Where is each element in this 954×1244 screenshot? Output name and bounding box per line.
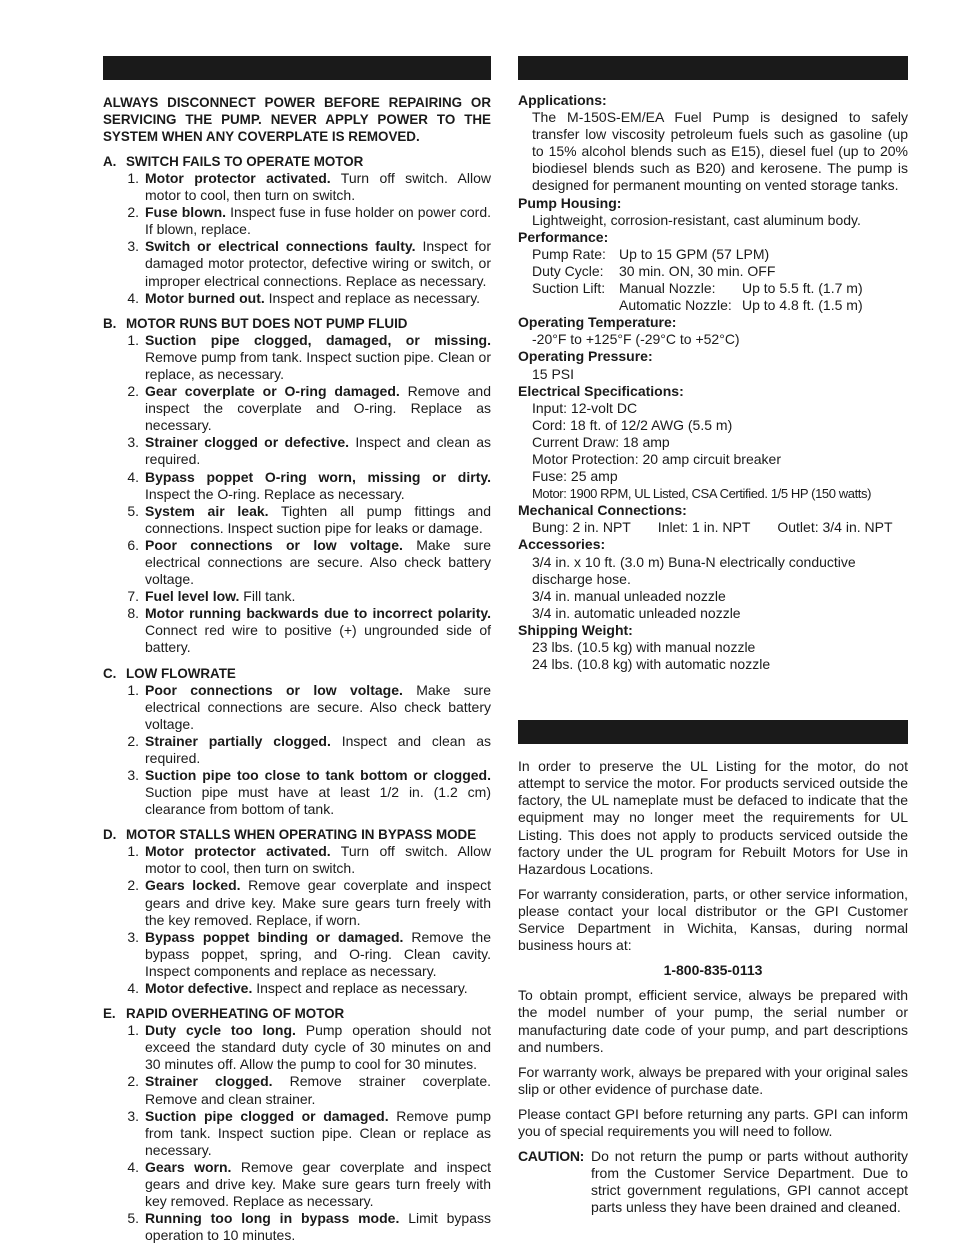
item-text: [145, 204, 491, 238]
section-heading: [103, 153, 491, 170]
trouble-item: [103, 1210, 491, 1244]
automatic-nozzle-value: Up to 4.8 ft. (1.5 m): [742, 297, 863, 314]
housing-text: Lightweight, corrosion-resistant, cast aluminum body.: [532, 211, 861, 228]
item-remedy: Pump operation should not exceed the standard duty cycle of 30 minutes on and 30 minutes off. Allow the pump to cool for 30 minutes.: [145, 1022, 492, 1073]
item-remedy: Turn off switch. Allow motor to cool, then turn on switch.: [145, 843, 491, 877]
item-remedy: Inspect and clean as required.: [145, 434, 491, 468]
trouble-item: [103, 733, 491, 767]
item-number: 2.: [127, 204, 139, 221]
item-text: [145, 434, 491, 468]
item-text: [145, 383, 491, 434]
item-number: 5.: [127, 1210, 139, 1227]
trouble-section: [103, 153, 491, 307]
item-number: 3.: [127, 238, 139, 255]
item-remedy: Remove pump from tank. Inspect suction pipe. Clean or replace as necessary.: [145, 1107, 491, 1158]
item-remedy: Remove gear coverplate and inspect gears and drive key. Make sure gears turn freely with key removed. Replace as necessary.: [145, 1158, 491, 1210]
automatic-nozzle-label: Automatic Nozzle:: [619, 297, 732, 314]
item-remedy: Tighten all pump fittings and connections. Inspect suction pipe for leaks or damage.: [145, 502, 491, 536]
section-letter: C.: [103, 665, 117, 681]
section-letter: B.: [103, 315, 117, 331]
item-remedy: Limit bypass operation to 10 minutes.: [145, 1210, 491, 1244]
phone-number: 1-800-835-0113: [663, 962, 763, 979]
electrical-item: Input: 12-volt DC: [532, 399, 638, 416]
trouble-item: [103, 503, 491, 537]
item-remedy: Remove gear coverplate and inspect gears and drive key. Make sure gears turn freely with the key removed. Replace, if worn.: [145, 877, 491, 928]
electrical-item: Current Draw: 18 amp: [532, 433, 670, 450]
item-number: 1.: [127, 170, 139, 186]
item-number: 4.: [127, 1158, 139, 1175]
item-cause: Strainer partially clogged.: [145, 732, 331, 749]
section-title: RAPID OVERHEATING OF MOTOR: [126, 1006, 345, 1022]
item-remedy: Inspect fuse in fuse holder on power cord. If blown, replace.: [145, 204, 492, 238]
item-cause: Fuel level low.: [145, 588, 240, 605]
temperature-text: -20°F to +125°F (-29°C to +52°C): [532, 331, 740, 348]
item-text: [145, 1073, 491, 1107]
item-text: [145, 1159, 491, 1210]
item-text: [145, 588, 491, 605]
accessory-item: 3/4 in. manual unleaded nozzle: [532, 587, 726, 604]
caution-label: CAUTION:: [518, 1148, 585, 1165]
item-number: 1.: [127, 1022, 139, 1039]
item-cause: Duty cycle too long.: [145, 1022, 296, 1039]
item-text: [145, 877, 491, 928]
accessory-item: 3/4 in. x 10 ft. (3.0 m) Buna-N electrically conductive discharge hose.: [532, 553, 856, 587]
ul-listing-paragraph: In order to preserve the UL Listing for the motor, do not attempt to service the motor. For products serviced outside the factory, the UL nameplate must be defaced to indicate that the equipment may no longer meet the requirements for UL Listing. This does not apply to products serviced outside the factory under the UL program for Rebuilt Motors for Use in Hazardous Locations.: [518, 758, 908, 877]
trouble-section: [103, 315, 491, 657]
trouble-item: [103, 332, 491, 383]
item-number: 5.: [127, 502, 139, 519]
section-letter: A.: [103, 154, 117, 169]
service-header-bar: [518, 720, 908, 744]
item-cause: Motor protector activated.: [145, 170, 331, 186]
trouble-item: [103, 1159, 491, 1210]
housing-heading: Pump Housing:: [518, 194, 622, 211]
electrical-item: Cord: 18 ft. of 12/2 AWG (5.5 m): [532, 416, 733, 433]
applications-heading: Applications:: [518, 92, 607, 108]
trouble-item: [103, 434, 491, 468]
temperature-heading: Operating Temperature:: [518, 314, 677, 331]
item-text: [145, 537, 491, 588]
trouble-item: [103, 980, 491, 997]
item-text: [145, 980, 491, 997]
item-number: 1.: [127, 681, 139, 698]
item-number: 4.: [127, 468, 139, 485]
item-number: 2.: [127, 383, 139, 400]
pump-rate-label: Pump Rate:: [532, 245, 606, 262]
section-title: MOTOR STALLS WHEN OPERATING IN BYPASS MODE: [126, 827, 477, 843]
item-cause: Strainer clogged or defective.: [145, 434, 350, 451]
item-number: 2.: [127, 877, 139, 894]
item-cause: Running too long in bypass mode.: [145, 1210, 400, 1227]
item-text: [145, 1022, 491, 1073]
item-remedy: Remove and inspect the coverplate and O-ring. Replace as necessary.: [145, 383, 491, 434]
troubleshooting-header-bar: [103, 56, 491, 80]
trouble-section: [103, 1005, 491, 1244]
item-number: 8.: [127, 605, 139, 622]
section-letter: E.: [103, 1006, 116, 1022]
item-text: [145, 170, 491, 204]
item-remedy: Suction pipe must have at least 1/2 in. (1.2 cm) clearance from bottom of tank.: [145, 784, 491, 818]
trouble-item: [103, 1073, 491, 1107]
section-heading: [103, 1005, 491, 1022]
troubleshooting-sections: [103, 153, 491, 1244]
item-text: [145, 290, 491, 307]
trouble-section: [103, 826, 491, 997]
item-remedy: Make sure electrical connections are secure. Also check battery voltage.: [145, 536, 492, 588]
electrical-item: Motor Protection: 20 amp circuit breaker: [532, 450, 781, 467]
trouble-item: [103, 929, 491, 980]
trouble-item: [103, 290, 491, 307]
trouble-item: [103, 170, 491, 204]
item-number: 6.: [127, 536, 139, 553]
item-text: [145, 767, 491, 818]
item-remedy: Inspect and replace as necessary.: [264, 289, 481, 306]
trouble-item: [103, 605, 491, 656]
item-remedy: Remove the bypass poppet, spring, and O-ring. Clean cavity. Inspect components and replace as necessary.: [145, 928, 491, 979]
pressure-text: 15 PSI: [532, 365, 575, 382]
section-heading: [103, 826, 491, 843]
item-number: 2.: [127, 1073, 139, 1090]
item-cause: Suction pipe clogged, damaged, or missing.: [145, 331, 491, 348]
item-cause: System air leak.: [145, 502, 269, 519]
item-cause: Suction pipe too close to tank bottom or clogged.: [145, 767, 491, 783]
trouble-item: [103, 588, 491, 605]
shipping-item: 24 lbs. (10.8 kg) with automatic nozzle: [532, 656, 771, 673]
accessories-heading: Accessories:: [518, 536, 606, 553]
performance-table: [518, 246, 908, 314]
item-cause: Suction pipe clogged or damaged.: [145, 1107, 389, 1124]
item-number: 4.: [127, 980, 139, 997]
item-cause: Strainer clogged.: [145, 1073, 273, 1090]
item-text: [145, 605, 491, 656]
service-section: [518, 758, 908, 1216]
item-text: [145, 929, 491, 980]
electrical-list: [518, 400, 908, 503]
manual-nozzle-label: Manual Nozzle:: [619, 280, 716, 297]
power-warning: ALWAYS DISCONNECT POWER BEFORE REPAIRING OR SERVICING THE PUMP. NEVER APPLY POWER TO THE SYSTEM WHEN ANY COVERPLATE IS REMOVED.: [103, 95, 491, 144]
item-text: [145, 843, 491, 877]
item-text: [145, 1108, 491, 1159]
item-cause: Poor connections or low voltage.: [145, 681, 403, 698]
trouble-item: [103, 537, 491, 588]
item-text: [145, 469, 491, 503]
item-text: [145, 682, 491, 733]
manual-nozzle-value: Up to 5.5 ft. (1.7 m): [742, 280, 863, 297]
item-cause: Motor burned out.: [145, 289, 265, 306]
trouble-item: [103, 682, 491, 733]
duty-cycle-label: Duty Cycle:: [532, 262, 604, 279]
caution-text: Do not return the pump or parts without authority from the Customer Service Department. Due to strict government regulations, GPI cannot accept parts unless they have been drained and cleaned.: [591, 1148, 908, 1216]
specifications: [518, 92, 908, 673]
item-number: 3.: [127, 434, 139, 451]
prompt-service-paragraph: To obtain prompt, efficient service, always be prepared with the model number of your pump, the serial number or manufacturing date code of your pump, and part descriptions and numbers.: [518, 987, 908, 1055]
troubleshooting-column: [103, 56, 491, 1244]
item-cause: Bypass poppet binding or damaged.: [145, 928, 404, 945]
trouble-item: [103, 767, 491, 818]
section-title: MOTOR RUNS BUT DOES NOT PUMP FLUID: [126, 315, 408, 331]
item-remedy: Inspect for damaged motor protector, defective wiring or switch, or improper electrical connections. Replace as necessary.: [145, 238, 491, 289]
item-text: [145, 1210, 491, 1244]
trouble-item: [103, 469, 491, 503]
mechanical-heading: Mechanical Connections:: [518, 502, 687, 519]
item-cause: Bypass poppet O-ring worn, missing or dirty.: [145, 468, 491, 485]
trouble-item: [103, 843, 491, 877]
item-text: [145, 238, 491, 289]
return-parts-paragraph: Please contact GPI before returning any parts. GPI can inform you of special requirements you will need to follow.: [518, 1105, 908, 1139]
section-title: LOW FLOWRATE: [126, 665, 236, 681]
item-cause: Motor running backwards due to incorrect polarity.: [145, 605, 491, 622]
item-remedy: Make sure electrical connections are secure. Also check battery voltage.: [145, 681, 492, 732]
item-cause: Gears locked.: [145, 877, 241, 894]
performance-heading: Performance:: [518, 228, 609, 245]
item-cause: Gear coverplate or O-ring damaged.: [145, 383, 400, 400]
item-remedy: Remove pump from tank. Inspect suction pipe. Clean or replace, as necessary.: [145, 348, 491, 382]
item-number: 2.: [127, 732, 139, 749]
item-text: [145, 503, 491, 537]
applications-text: The M-150S-EM/EA Fuel Pump is designed to safely transfer low viscosity petroleum fuels such as gasoline (up to 15% alcohol blends such as E15), diesel fuel (up to 20% biodiesel blends such as B20) and kerosene. The pump is designed for permanent mounting on vented storage tanks.: [532, 109, 908, 194]
shipping-item: 23 lbs. (10.5 kg) with manual nozzle: [532, 639, 756, 655]
item-remedy: Fill tank.: [239, 588, 296, 605]
specifications-header-bar: [518, 56, 908, 80]
section-title: SWITCH FAILS TO OPERATE MOTOR: [126, 154, 364, 169]
section-letter: D.: [103, 827, 117, 843]
trouble-item: [103, 877, 491, 928]
trouble-item: [103, 238, 491, 289]
item-remedy: Inspect the O-ring. Replace as necessary.: [145, 485, 405, 502]
pressure-heading: Operating Pressure:: [518, 348, 653, 365]
electrical-item: Motor: 1900 RPM, UL Listed, CSA Certified. 1/5 HP (150 watts): [532, 486, 872, 502]
shipping-heading: Shipping Weight:: [518, 621, 633, 638]
item-remedy: Inspect and replace as necessary.: [252, 980, 468, 997]
warranty-contact-paragraph: For warranty consideration, parts, or other service information, please contact your local distributor or the GPI Customer Service Department in Wichita, Kansas, during normal business hours at:: [518, 885, 908, 954]
section-heading: [103, 315, 491, 332]
item-number: 1.: [127, 843, 139, 860]
item-cause: Poor connections or low voltage.: [145, 536, 403, 553]
pump-rate-value: Up to 15 GPM (57 LPM): [619, 245, 770, 262]
item-remedy: Remove strainer coverplate. Remove and clean strainer.: [145, 1073, 491, 1107]
electrical-item: Fuse: 25 amp: [532, 468, 618, 485]
item-cause: Switch or electrical connections faulty.: [145, 238, 416, 255]
item-number: 7.: [127, 588, 139, 605]
mechanical-text: Bung: 2 in. NPT Inlet: 1 in. NPT Outlet: 3/4 in. NPT: [532, 519, 893, 536]
accessories-list: [518, 554, 908, 622]
item-text: [145, 733, 491, 767]
item-remedy: Inspect and clean as required.: [145, 732, 492, 766]
item-number: 3.: [127, 928, 139, 945]
item-cause: Motor protector activated.: [145, 843, 331, 860]
electrical-heading: Electrical Specifications:: [518, 382, 684, 399]
item-text: [145, 332, 491, 383]
warranty-work-paragraph: For warranty work, always be prepared with your original sales slip or other evidence of purchase date.: [518, 1063, 908, 1097]
item-number: 4.: [127, 289, 139, 306]
trouble-section: [103, 665, 491, 819]
accessory-item: 3/4 in. automatic unleaded nozzle: [532, 604, 741, 621]
section-heading: [103, 665, 491, 682]
item-cause: Fuse blown.: [145, 204, 227, 221]
shipping-list: [518, 639, 908, 673]
duty-cycle-value: 30 min. ON, 30 min. OFF: [619, 262, 776, 279]
item-remedy: Connect red wire to positive (+) ungrounded side of battery.: [145, 622, 491, 656]
trouble-item: [103, 204, 491, 238]
specifications-column: [518, 56, 908, 1216]
item-number: 3.: [127, 767, 139, 783]
item-cause: Motor defective.: [145, 980, 253, 997]
caution-note: [518, 1148, 908, 1216]
trouble-item: [103, 383, 491, 434]
trouble-item: [103, 1022, 491, 1073]
item-remedy: Turn off switch. Allow motor to cool, then turn on switch.: [145, 170, 491, 204]
item-number: 3.: [127, 1107, 139, 1124]
item-cause: Gears worn.: [145, 1158, 232, 1175]
suction-lift-label: Suction Lift:: [532, 280, 606, 297]
trouble-item: [103, 1108, 491, 1159]
item-number: 1.: [127, 331, 139, 348]
